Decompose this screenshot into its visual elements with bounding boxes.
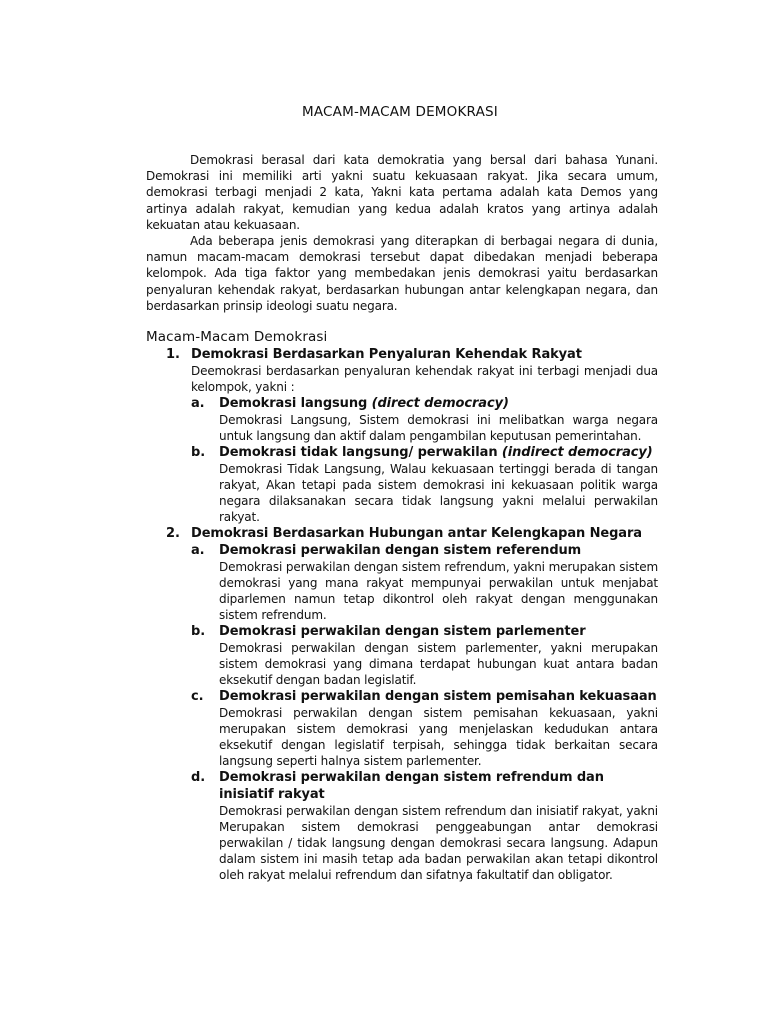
sub-item-title (219, 395, 509, 412)
item-title: Demokrasi Berdasarkan Hubungan antar Kelengkapan Negara (191, 526, 642, 541)
intro-paragraph: Demokrasi berasal dari kata demokratia yang bersal dari bahasa Yunani. Demokrasi ini memiliki arti yakni suatu kekuasaan rakyat. Jika secara umum, demokrasi terbagi menjadi 2 kata, Yakni kata pertama adalah kata Demos yang artinya adalah rakyat, kemudian yang kedua adalah kratos yang artinya adalah kekuatan atau kekuasaan. (146, 153, 658, 232)
sub-item (191, 769, 658, 883)
sub-item (191, 623, 658, 688)
sub-item-body: Demokrasi perwakilan dengan sistem pemisahan kekuasaan, yakni merupakan sistem demokrasi yang menjelaskan kedudukan antara eksekutif dengan legislatif terpisah, sehingga tidak berkaitan secara langsung seperti halnya sistem parlementer. (219, 706, 658, 768)
sub-item-title-text: Demokrasi langsung (219, 396, 372, 411)
intro-paragraph: Ada beberapa jenis demokrasi yang diterapkan di berbagai negara di dunia, namun macam-macam demokrasi tersebut dapat dibedakan menjadi beberapa kelompok. Ada tiga faktor yang membedakan jenis demokrasi yaitu berdasarkan penyaluran kehendak rakyat, berdasarkan hubungan antar kelengkapan negara, dan berdasarkan prinsip ideologi suatu negara. (146, 234, 658, 313)
sub-item-letter: c. (191, 689, 204, 704)
democracy-list (146, 346, 658, 883)
sub-item (191, 688, 658, 769)
sub-item-body: Demokrasi perwakilan dengan sistem parlementer, yakni merupakan sistem demokrasi yang dimana terdapat hubungan kuat antara badan eksekutif dengan badan legislatif. (219, 641, 658, 687)
sub-item (191, 395, 658, 444)
item-title: Demokrasi Berdasarkan Penyaluran Kehendak Rakyat (191, 347, 582, 362)
sub-item (191, 444, 658, 525)
sub-item-title: Demokrasi perwakilan dengan sistem refrendum dan inisiatif rakyat (219, 770, 604, 802)
document-title: MACAM-MACAM DEMOKRASI (302, 104, 498, 120)
sub-item-title: Demokrasi perwakilan dengan sistem referendum (219, 543, 582, 558)
sub-item-letter: d. (191, 770, 206, 785)
sub-item-title-italic: (direct democracy) (371, 396, 509, 411)
sub-item-letter: a. (191, 543, 205, 558)
item-heading (166, 525, 658, 542)
sub-item (191, 542, 658, 623)
item-number: 2. (166, 526, 180, 541)
item-heading (166, 346, 658, 363)
section-heading: Macam-Macam Demokrasi (146, 329, 328, 345)
sub-item-body: Demokrasi perwakilan dengan sistem refrendum, yakni merupakan sistem demokrasi yang mana rakyat mempunyai perwakilan untuk menjabat diparlemen namun tetap dikontrol oleh rakyat dengan menggunakan sistem refrendum. (219, 560, 658, 622)
sub-item-title-italic: (indirect democracy) (501, 445, 653, 460)
list-item (146, 525, 658, 883)
sub-item-heading (191, 769, 658, 803)
item-body: Deemokrasi berdasarkan penyaluran kehendak rakyat ini terbagi menjadi dua kelompok, yakni : (191, 364, 658, 394)
sub-item-letter: b. (191, 445, 206, 460)
sub-item-heading (191, 542, 658, 559)
sub-item-title (219, 444, 653, 461)
list-item (146, 346, 658, 525)
sub-item-title-text: Demokrasi tidak langsung/ perwakilan (219, 445, 502, 460)
sub-item-heading (191, 688, 658, 705)
sub-item-body: Demokrasi perwakilan dengan sistem refrendum dan inisiatif rakyat, yakni Merupakan sistem demokrasi penggeabungan antar demokrasi perwakilan / tidak langsung dengan demokrasi secara langsung. Adapun dalam sistem ini masih tetap ada badan perwakilan akan tetapi dikontrol oleh rakyat melalui refrendum dan sifatnya fakultatif dan obligator. (219, 804, 658, 882)
sub-item-letter: a. (191, 396, 205, 411)
sub-item-body: Demokrasi Tidak Langsung, Walau kekuasaan tertinggi berada di tangan rakyat, Akan tetapi pada sistem demokrasi ini kekuasaan politik warga negara dilaksanakan secara tidak langsung yakni melalui perwakilan rakyat. (219, 462, 658, 524)
item-number: 1. (166, 347, 180, 362)
sub-item-title: Demokrasi perwakilan dengan sistem parlementer (219, 624, 586, 639)
sub-item-heading (191, 444, 658, 461)
sub-item-heading (191, 395, 658, 412)
sub-item-title: Demokrasi perwakilan dengan sistem pemisahan kekuasaan (219, 689, 657, 704)
sub-item-heading (191, 623, 658, 640)
intro-section (146, 152, 658, 314)
sub-item-body: Demokrasi Langsung, Sistem demokrasi ini melibatkan warga negara untuk langsung dan aktif dalam pengambilan keputusan pemerintahan. (219, 413, 658, 443)
sub-item-letter: b. (191, 624, 206, 639)
